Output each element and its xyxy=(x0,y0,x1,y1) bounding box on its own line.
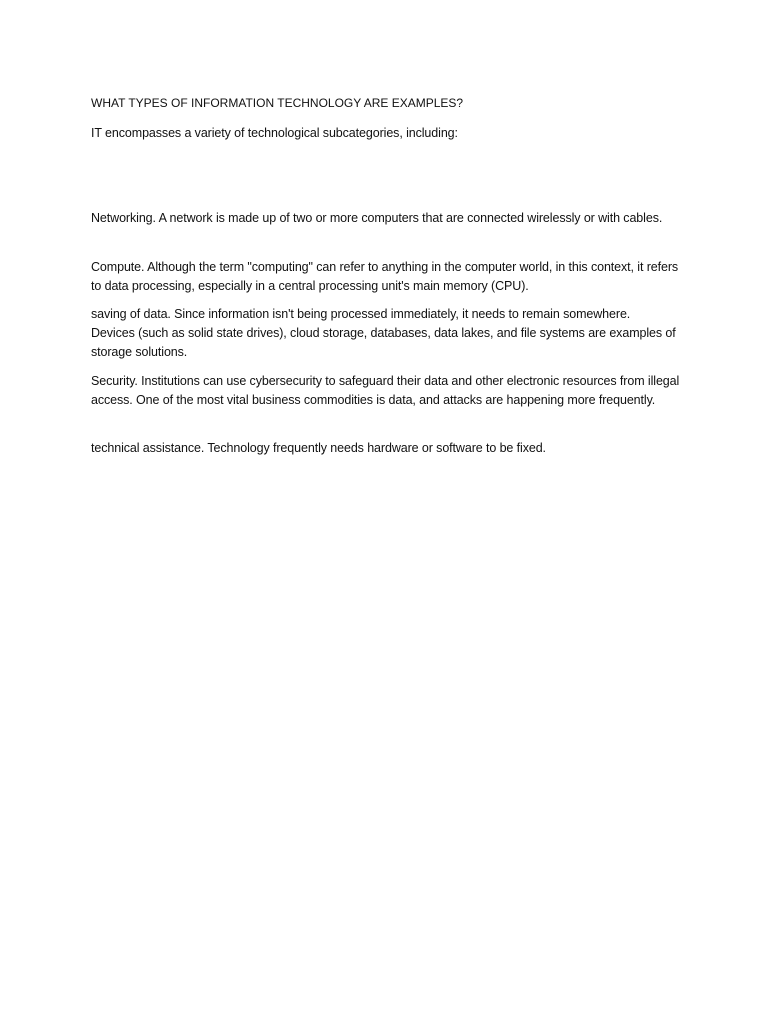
paragraph-storage: saving of data. Since information isn't being processed immediately, it needs to remain somewhere. Devices (such as solid state drives), cloud storage, databases, data lakes, and file systems are examples of storage solutions. xyxy=(91,307,676,359)
paragraph-technical-assistance: technical assistance. Technology frequently needs hardware or software to be fixed. xyxy=(91,441,546,455)
intro-paragraph: IT encompasses a variety of technological subcategories, including: xyxy=(91,126,458,140)
document-heading: WHAT TYPES OF INFORMATION TECHNOLOGY ARE EXAMPLES? xyxy=(91,96,464,110)
paragraph-security: Security. Institutions can use cybersecurity to safeguard their data and other electronic resources from illegal access. One of the most vital business commodities is data, and attacks are happening more frequently. xyxy=(91,374,680,407)
paragraph-networking: Networking. A network is made up of two or more computers that are connected wirelessly or with cables. xyxy=(91,211,663,225)
paragraph-compute: Compute. Although the term "computing" can refer to anything in the computer world, in this context, it refers to data processing, especially in a central processing unit's main memory (CPU). xyxy=(91,260,679,293)
